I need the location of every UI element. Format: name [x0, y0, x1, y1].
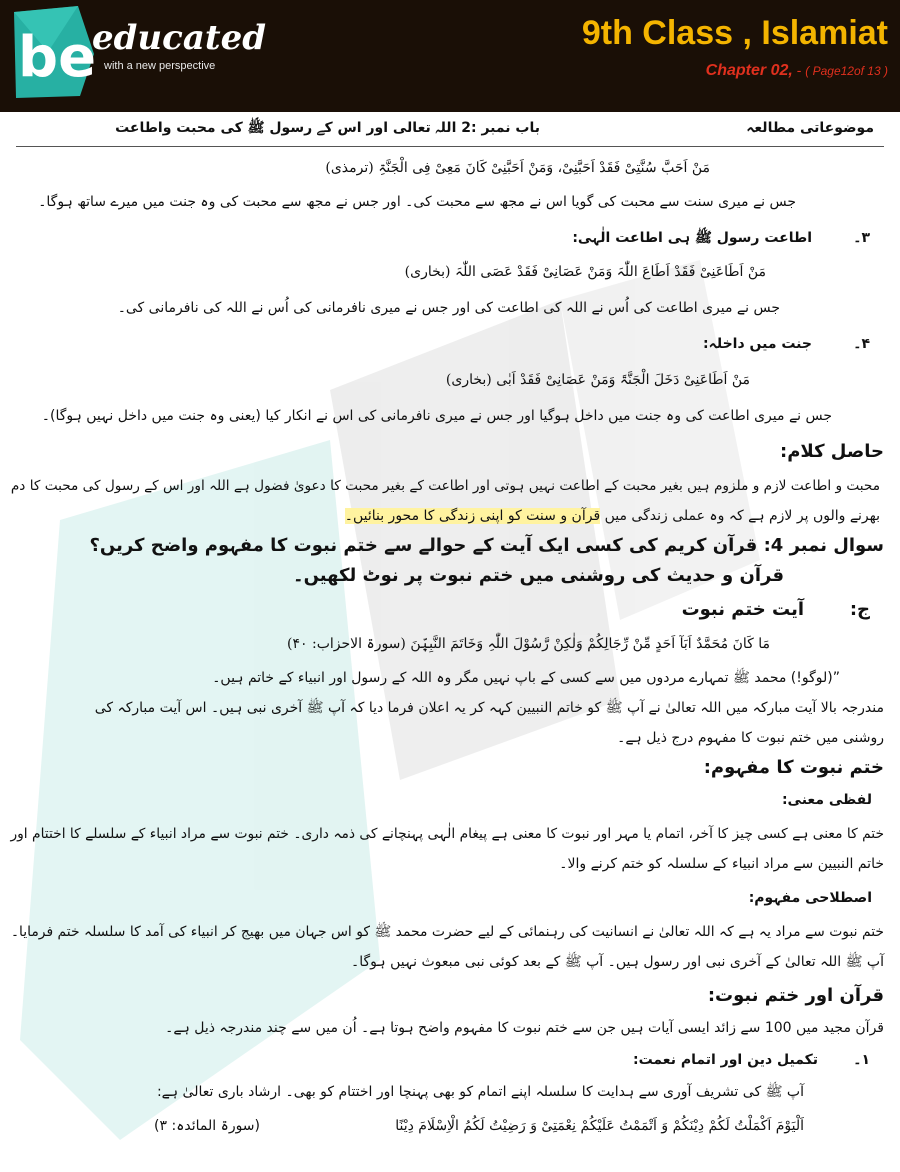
- subsection-heading: لفظی معنی:: [781, 792, 872, 808]
- point-number: ۱۔: [853, 1052, 870, 1068]
- ayat-reference: (سورۃ المائدہ: ۳): [154, 1118, 260, 1134]
- translation-line: جس نے میری سنت سے محبت کی گویا اس نے مجھ سے محبت کی۔ اور جس نے مجھ سے محبت کی وہ جنت میں میرے ساتھ ہوگا۔: [38, 194, 796, 210]
- section-heading: جنت میں داخلہ:: [703, 336, 812, 352]
- ayat-line: اَلْیَوْمَ اَکْمَلْتُ لَکُمْ دِیْنَکُمْ وَ اَتْمَمْتُ عَلَیْکُمْ نِعْمَتِیْ وَ رَضِیْتُ لَکُمُ الْاِسْلَامَ دِیْنًا: [395, 1118, 804, 1134]
- paragraph-line: محبت و اطاعت لازم و ملزوم ہیں بغیر محبت کے اطاعت نہیں ہوتی اور اطاعت کے بغیر محبت کا دعویٰ فضول ہے اللہ اور اس کے رسول کی محبت کا دم: [10, 478, 880, 494]
- chapter-line: [706, 62, 888, 80]
- section-heading: اطاعت رسول ﷺ ہی اطاعت الٰہی:: [572, 230, 812, 246]
- question-subheading: قرآن و حدیث کی روشنی میں ختم نبوت پر نوٹ لکھیں۔: [293, 565, 784, 586]
- topic-label: موضوعاتی مطالعہ: [746, 120, 874, 136]
- paragraph-line: ختم نبوت سے مراد یہ ہے کہ اللہ تعالیٰ نے انسانیت کی رہنمائی کے لیے حضرت محمد ﷺ کو اس جہان میں بھیج کر انبیاء کی آمد کا سلسلہ ختم فرمایا۔: [10, 924, 884, 940]
- page-header: [0, 0, 900, 112]
- answer-label: ج:: [849, 599, 870, 620]
- subsection-heading: تکمیل دین اور اتمام نعمت:: [632, 1052, 818, 1068]
- hadith-line: مَنْ اَحَبَّ سُنَّتِیْ فَقَدْ اَحَبَّنِیْ، وَمَنْ اَحَبَّنِیْ کَانَ مَعِیْ فِی الْجَنَّۃِ (ترمذی): [325, 160, 710, 176]
- section-heading: ختم نبوت کا مفہوم:: [703, 757, 884, 778]
- hadith-line: مَنْ اَطَاعَنِیْ فَقَدْ اَطَاعَ اللّٰہَ وَمَنْ عَصَانِیْ فَقَدْ عَصَی اللّٰہَ (بخاری): [404, 264, 766, 280]
- point-number: ۴۔: [853, 336, 870, 352]
- logo-word: educated: [92, 18, 266, 58]
- be-logo-mark-icon: [8, 4, 100, 100]
- translation-line: ”(لوگو!) محمد ﷺ تمہارے مردوں میں سے کسی کے باپ نہیں مگر وہ اللہ کے رسول اور انبیاء کے خاتم ہیں۔: [212, 670, 840, 686]
- paragraph-line: ختم کا معنی ہے کسی چیز کا آخر، اتمام یا مہر اور نبوت کا معنی ہے پیغام الٰہی پہنچانے کی ذمہ داری۔ ختم نبوت سے مراد انبیاء کے سلسلے کا اختتام اور: [10, 826, 884, 842]
- chapter-heading: باب نمبر :2 اللہ تعالی اور اس کے رسول ﷺ کی محبت واطاعت: [115, 120, 540, 136]
- ayat-line: مَا کَانَ مُحَمَّدٌ اَبَآ اَحَدٍ مِّنْ رِّجَالِکُمْ وَلٰکِنْ رَّسُوْلَ اللّٰہِ وَخَاتَمَ النَّبِیّٖنَ (سورۃ الاحزاب: ۴۰): [287, 636, 770, 652]
- translation-line: جس نے میری اطاعت کی وہ جنت میں داخل ہوگیا اور جس نے میری نافرمانی کی اس نے انکار کیا (یعنی وہ جنت میں داخل نہیں ہوگا)۔: [41, 408, 832, 424]
- paragraph-line: مندرجہ بالا آیت مبارکہ میں اللہ تعالیٰ نے آپ ﷺ کو خاتم النبیین کہہ کر یہ اعلان فرما دیا کہ آپ ﷺ آخری نبی ہیں۔ اس آیت مبارکہ کی: [94, 700, 884, 716]
- paragraph-line: خاتم النبیین سے مراد انبیاء کے سلسلہ کو ختم کرنے والا۔: [559, 856, 884, 872]
- question-heading: سوال نمبر 4: قرآن کریم کی کسی ایک آیت کے حوالے سے ختم نبوت کا مفہوم واضح کریں؟: [89, 535, 884, 556]
- paragraph-line: روشنی میں ختم نبوت کا مفہوم درج ذیل ہے۔: [617, 730, 884, 746]
- section-heading: حاصل کلام:: [780, 441, 884, 462]
- logo-mark-text: be: [18, 25, 97, 90]
- paragraph-line: آپ ﷺ اللہ تعالیٰ کے آخری نبی اور رسول ہیں۔ آپ ﷺ کے بعد کوئی نبی مبعوث نہیں ہوگا۔: [351, 954, 884, 970]
- section-heading: قرآن اور ختم نبوت:: [707, 985, 884, 1006]
- point-number: ۳۔: [853, 230, 870, 246]
- subsection-heading: اصطلاحی مفہوم:: [748, 890, 872, 906]
- hadith-line: مَنْ اَطَاعَنِیْ دَخَلَ الْجَنَّۃَ وَمَنْ عَصَانِیْ فَقَدْ اَبٰی (بخاری): [445, 372, 750, 388]
- page-title: 9th Class , Islamiat: [581, 14, 888, 52]
- paragraph-text: بھرنے والوں پر لازم ہے کہ وہ عملی زندگی میں: [604, 508, 880, 524]
- chapter-dash: -: [796, 62, 802, 78]
- paragraph-line: قرآن مجید میں 100 سے زائد ایسی آیات ہیں جن سے ختم نبوت کا مفہوم واضح ہوتا ہے۔ اُن میں سے چند مندرجہ ذیل ہے۔: [165, 1020, 884, 1036]
- topic-divider: [16, 146, 884, 147]
- be-educated-logo[interactable]: [8, 4, 266, 104]
- paragraph-line: [345, 506, 880, 526]
- paragraph-line: آپ ﷺ کی تشریف آوری سے ہدایت کا سلسلہ اپنے اتمام کو بھی پہنچا اور اختتام کو بھی۔ ارشاد باری تعالیٰ ہے:: [156, 1084, 804, 1100]
- logo-tagline: with a new perspective: [104, 60, 216, 72]
- highlighted-text: قرآن و سنت کو اپنی زندگی کا محور بنائیں۔: [344, 508, 601, 524]
- chapter-label: Chapter 02,: [705, 62, 793, 79]
- document-body: [0, 112, 900, 1172]
- translation-line: جس نے میری اطاعت کی اُس نے اللہ کی اطاعت کی اور جس نے میری نافرمانی کی اُس نے اللہ کی نافرمانی کی۔: [117, 300, 780, 316]
- page-indicator: ( Page12of 13 ): [805, 64, 888, 78]
- section-heading: آیت ختم نبوت: [681, 599, 804, 620]
